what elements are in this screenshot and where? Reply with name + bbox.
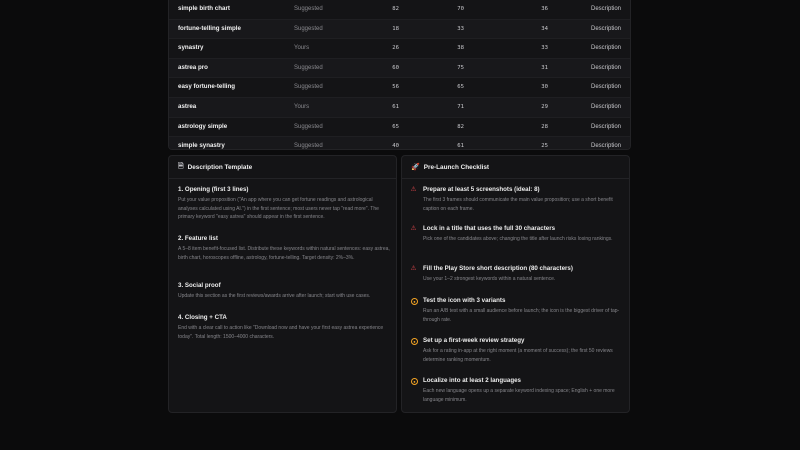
description-link[interactable]: Description [591, 84, 622, 91]
source-cell: Yours [294, 103, 310, 110]
keyword-cell: fortune-telling simple [178, 24, 241, 32]
metric-cell: 75 [457, 64, 464, 71]
metric-cell: 28 [541, 123, 548, 130]
table-row [169, 0, 630, 20]
keyword-cell: synastry [178, 44, 204, 52]
source-cell: Suggested [294, 123, 323, 130]
source-cell: Suggested [294, 25, 323, 32]
warning-icon: ⚠ [410, 265, 417, 272]
keyword-cell: astrea pro [178, 63, 208, 71]
template-section-closing [178, 314, 390, 341]
metric-cell: 29 [541, 103, 548, 110]
table-row [169, 59, 630, 79]
metric-cell: 82 [392, 6, 399, 12]
checklist-item-title: Set up a first-week review strategy [423, 337, 525, 344]
template-section-title: 4. Closing + CTA [178, 314, 227, 321]
metric-cell: 61 [392, 103, 399, 110]
checklist-item-body: Each new language opens up a separate keyword indexing space; English + one more language minimum. [423, 388, 615, 403]
metric-cell: 34 [541, 25, 548, 32]
keyword-cell: simple synastry [178, 142, 225, 150]
source-cell: Suggested [294, 84, 323, 91]
metric-cell: 56 [392, 84, 399, 91]
pre-launch-checklist-panel [401, 155, 630, 413]
table-row [169, 78, 630, 98]
source-cell: Suggested [294, 64, 323, 71]
template-section-features [178, 235, 390, 262]
template-section-body: A 5–8 item benefit-focused list. Distribute these keywords within natural sentences: easy astrea, birth chart, horoscopes offline, astrology, fortune-telling. Target density: 2%–3%. [178, 246, 390, 261]
metric-cell: 71 [457, 103, 464, 110]
metric-cell: 40 [392, 143, 399, 150]
metric-cell: 33 [541, 45, 548, 52]
table-row [169, 20, 630, 40]
template-section-title: 3. Social proof [178, 282, 221, 289]
keyword-cell: astrology simple [178, 122, 228, 130]
metric-cell: 65 [457, 84, 464, 91]
description-link[interactable]: Description [591, 123, 622, 130]
description-link[interactable]: Description [591, 25, 622, 32]
checklist-item-body: Run an A/B test with a small audience before launch; the icon is the biggest driver of tap-through rate. [423, 308, 620, 323]
metric-cell: 82 [457, 123, 464, 130]
template-section-body: Put your value proposition ("An app where you can get fortune readings and astrological analyses calculated using AI.") in the first sentence; most users never tap "read more". The primary keyword "easy astrea" should appear in the first sentence. [178, 197, 379, 220]
metric-cell: 33 [457, 25, 464, 32]
template-section-opening [178, 186, 390, 222]
metric-cell: 30 [541, 84, 548, 91]
metric-cell: 60 [392, 64, 399, 71]
template-section-body: Update this section as the first reviews/awards arrive after launch; start with use cases. [178, 293, 371, 299]
checklist-item-body: Pick one of the candidates above; changing the title after launch risks losing rankings. [423, 236, 613, 242]
checklist-item-title: Prepare at least 5 screenshots (ideal: 8) [423, 186, 540, 193]
description-link[interactable]: Description [591, 143, 622, 150]
metric-cell: 65 [392, 123, 399, 130]
checklist-item-title: Fill the Play Store short description (80 characters) [423, 265, 573, 272]
source-cell: Suggested [294, 143, 323, 150]
checklist-item-icon-test[interactable] [410, 297, 624, 324]
metric-cell: 70 [457, 6, 464, 12]
checklist-item-title: Test the icon with 3 variants [423, 297, 506, 304]
description-template-panel [168, 155, 397, 413]
checklist-item-title-length[interactable] [410, 225, 624, 244]
warning-icon: ⚠ [410, 186, 417, 193]
metric-cell: 26 [392, 45, 399, 52]
document-icon: 🗎 [178, 162, 184, 170]
checklist-title: Pre-Launch Checklist [423, 163, 490, 171]
template-section-title: 1. Opening (first 3 lines) [178, 186, 249, 193]
keyword-cell: simple birth chart [178, 5, 230, 12]
keyword-cell: astrea [178, 102, 197, 110]
checklist-header [402, 156, 629, 179]
table-row [169, 98, 630, 118]
description-link[interactable]: Description [591, 103, 622, 110]
checklist-item-body: The first 3 frames should communicate the main value proposition; use a short benefit caption on each frame. [423, 197, 613, 212]
template-section-title: 2. Feature list [178, 235, 218, 242]
checklist-item-title: Lock in a title that uses the full 30 characters [423, 225, 556, 232]
table-row [169, 137, 630, 150]
description-template-title: Description Template [187, 163, 253, 171]
description-link[interactable]: Description [591, 6, 622, 12]
rocket-icon: 🚀 [411, 164, 420, 171]
keyword-cell: easy fortune-telling [178, 83, 236, 91]
metric-cell: 36 [541, 6, 548, 12]
checklist-item-short-description[interactable] [410, 265, 624, 284]
description-link[interactable]: Description [591, 45, 622, 52]
metric-cell: 38 [457, 45, 464, 52]
template-section-social-proof [178, 282, 390, 301]
source-cell: Suggested [294, 6, 323, 12]
keyword-table [168, 0, 631, 150]
checklist-item-title: Localize into at least 2 languages [423, 377, 521, 384]
checklist-item-localization[interactable] [410, 377, 624, 404]
metric-cell: 61 [457, 143, 464, 150]
metric-cell: 18 [392, 25, 399, 32]
pending-icon: ● [411, 298, 418, 305]
table-row [169, 118, 630, 138]
checklist-item-review-strategy[interactable] [410, 337, 624, 364]
warning-icon: ⚠ [410, 225, 417, 232]
template-section-body: End with a clear call to action like "Download now and have your first easy astrea experience today". Total length: 1500–4000 characters. [178, 325, 384, 340]
table-row [169, 39, 630, 59]
metric-cell: 25 [541, 143, 548, 150]
checklist-item-body: Use your 1–2 strongest keywords within a natural sentence. [423, 276, 556, 282]
pending-icon: ● [411, 378, 418, 385]
metric-cell: 31 [541, 64, 548, 71]
checklist-item-screenshots[interactable] [410, 186, 624, 213]
source-cell: Yours [294, 45, 310, 52]
pending-icon: ● [411, 338, 418, 345]
description-link[interactable]: Description [591, 64, 622, 71]
description-template-header [169, 156, 396, 179]
checklist-item-body: Ask for a rating in-app at the right moment (a moment of success); the first 50 reviews determine ranking momentum. [423, 348, 613, 363]
